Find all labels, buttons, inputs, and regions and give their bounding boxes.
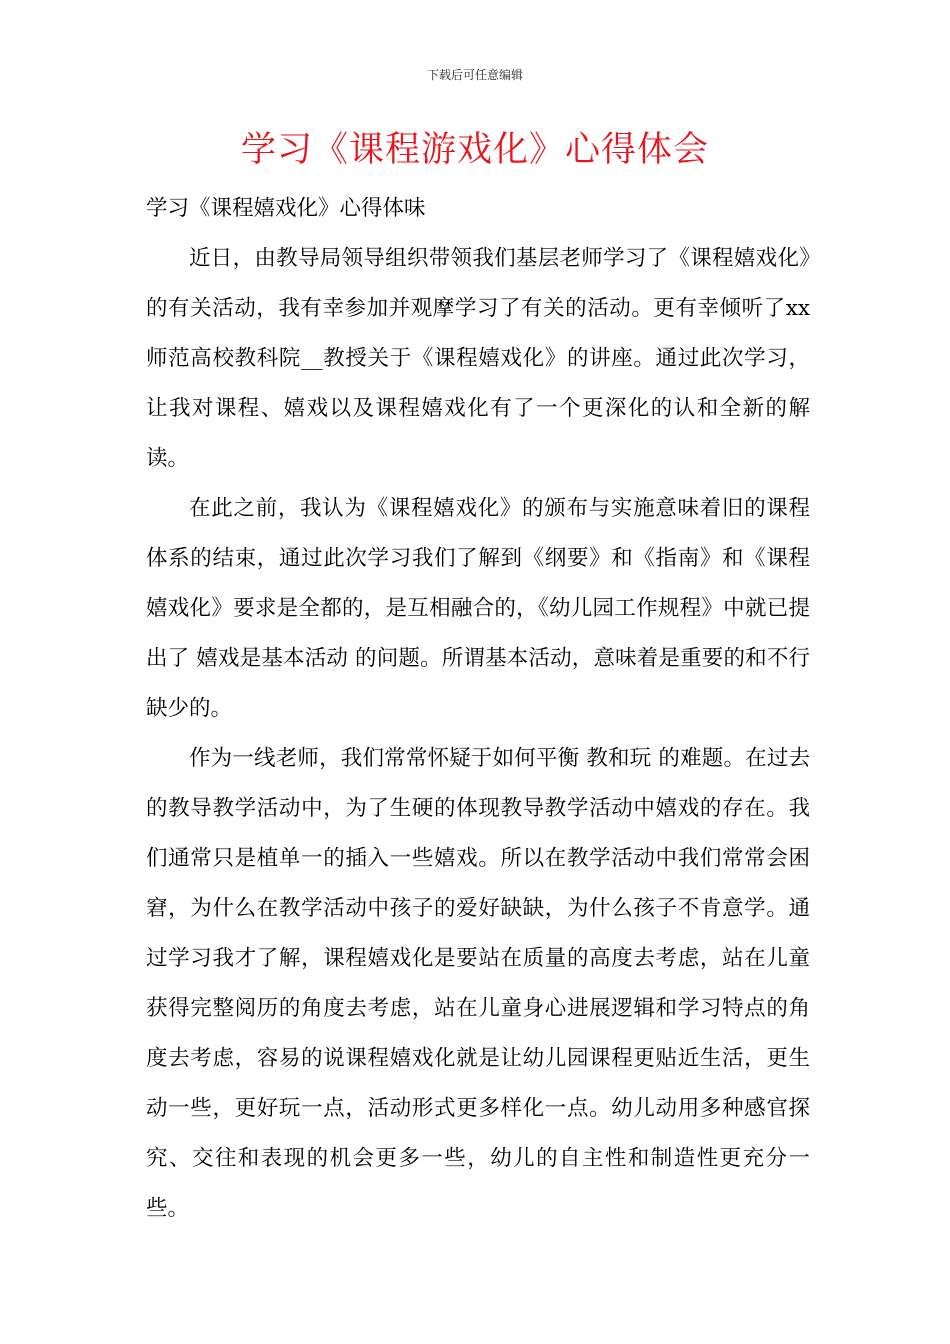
paragraph: 作为一线老师，我们常常怀疑于如何平衡 教和玩 的难题。在过去的教导教学活动中，为了生硬的体现教导教学活动中嬉戏的存在。我们通常只是植单一的插入一些嬉戏。所以在教学活动中我们常常会困窘，为什么在教学活动中孩子的爱好缺缺，为什么孩子不肯意学。通过学习我才了解，课程嬉戏化是要站在质量的高度去考虑，站在儿童获得完整阅历的角度去考虑，站在儿童身心进展逻辑和学习特点的角度去考虑，容易的说课程嬉戏化就是让幼儿园课程更贴近生活，更生动一些，更好玩一点，活动形式更多样化一点。幼儿动用多种感官探究、交往和表现的机会更多一些，幼儿的自主性和制造性更充分一些。 <box>146 746 810 1221</box>
document-title: 学习《课程游戏化》心得体会 <box>240 130 709 170</box>
paragraph: 在此之前，我认为《课程嬉戏化》的颁布与实施意味着旧的课程体系的结束，通过此次学习我们了解到《纲要》和《指南》和《课程嬉戏化》要求是全都的，是互相融合的，《幼儿园工作规程》中就已提出了 嬉戏是基本活动 的问题。所谓基本活动，意味着是重要的和不行缺少的。 <box>146 496 810 721</box>
header-note: 下载后可任意编辑 <box>426 68 523 82</box>
document-subtitle: 学习《课程嬉戏化》心得体味 <box>146 196 426 221</box>
document-body <box>146 184 810 1234</box>
paragraph: 近日，由教导局领导组织带领我们基层老师学习了《课程嬉戏化》的有关活动，我有幸参加并观摩学习了有关的活动。更有幸倾听了xx师范高校教科院__教授关于《课程嬉戏化》的讲座。通过此次学习，让我对课程、嬉戏以及课程嬉戏化有了一个更深化的认和全新的解读。 <box>146 246 810 471</box>
